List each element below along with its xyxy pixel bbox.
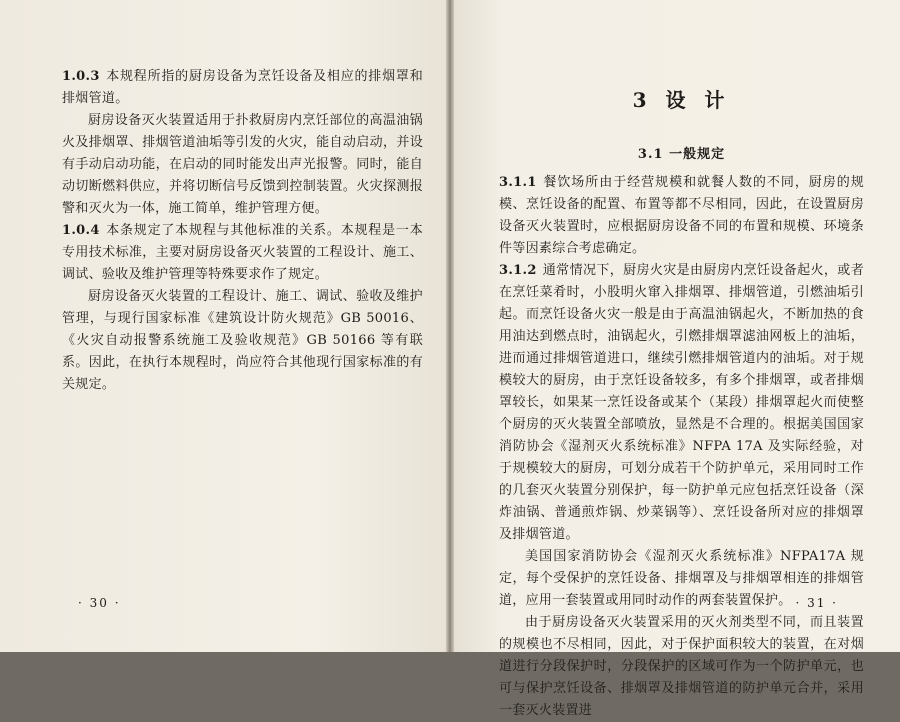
page-number: · 30 · [78, 596, 121, 610]
paragraph-1-0-4 [62, 220, 423, 286]
left-page [0, 0, 449, 652]
page-number: · 31 · [795, 596, 838, 610]
paragraph-3-1-2 [499, 260, 864, 546]
paragraph-text: 本条规定了本规程与其他标准的关系。本规程是一本专用技术标准，主要对厨房设备灭火装置的工程设计、施工、调试、验收及维护管理等特殊要求作了规定。 [62, 223, 423, 282]
paragraph-1-0-3 [62, 66, 423, 110]
clause-number: 3.1.2 [499, 263, 537, 278]
paragraph-text: 由于厨房设备灭火装置采用的灭火剂类型不同，而且装置的规模也不尽相同，因此，对于保护面积较大的装置，在对烟道进行分段保护时，分段保护的区域可作为一个防护单元，也可与保护烹饪设备、排烟罩及排烟管道的防护单元合并，采用一套灭火装置进 [499, 615, 864, 718]
paragraph-text: 通常情况下，厨房火灾是由厨房内烹饪设备起火，或者在烹饪菜肴时，小股明火窜入排烟罩、排烟管道，引燃油垢引起。而烹饪设备火灾一般是由于高温油锅起火，不断加热的食用油达到燃点时，油锅起火，引燃排烟罩滤油网板上的油垢，进而通过排烟管道进口，继续引燃排烟管道内的油垢。对于规模较大的厨房，由于烹饪设备较多，有多个排烟罩，或者排烟罩较长，如果某一烹饪设备或某个（某段）排烟罩起火而使整个厨房的灭火装置全部喷放，显然是不合理的。根据美国国家消防协会《湿剂灭火系统标准》NFPA 17A 及实际经验，对于规模较大的厨房，可划分成若干个防护单元，采用同时工作的几套灭火装置分别保护，每一防护单元应包括烹饪设备（深炸油锅、普通煎炸锅、炒菜锅等）、烹饪设备所对应的排烟罩及排烟管道。 [499, 263, 864, 542]
clause-number: 3.1.1 [499, 175, 537, 190]
right-page [449, 0, 900, 718]
clause-number: 1.0.4 [62, 223, 100, 238]
paragraph-text: 厨房设备灭火装置的工程设计、施工、调试、验收及维护管理，与现行国家标准《建筑设计防火规范》GB 50016、《火灾自动报警系统施工及验收规范》GB 50166 等有联系。因此，在执行本规程时，尚应符合其他现行国家标准的有关规定。 [62, 289, 423, 392]
paragraph-body [62, 110, 423, 220]
paragraph-body [499, 612, 864, 722]
section-title: 3.1 一般规定 [637, 147, 726, 162]
clause-number: 1.0.3 [62, 69, 100, 84]
paragraph-text: 厨房设备灭火装置适用于扑救厨房内烹饪部位的高温油锅火及排烟罩、排烟管道油垢等引发的火灾，能自动启动，并设有手动启动功能，在启动的同时能发出声光报警。同时，能自动切断燃料供应，并将切断信号反馈到控制装置。火灾探测报警和灭火为一体，施工简单，维护管理方便。 [62, 113, 423, 216]
paragraph-3-1-1 [499, 172, 864, 260]
paragraph-body [62, 286, 423, 396]
paragraph-text: 美国国家消防协会《湿剂灭火系统标准》NFPA17A 规定，每个受保护的烹饪设备、排烟罩及与排烟罩相连的排烟管道，应用一套装置或用同时动作的两套装置保护。 [499, 549, 864, 608]
paragraph-text: 本规程所指的厨房设备为烹饪设备及相应的排烟罩和排烟管道。 [62, 69, 423, 106]
book-gutter [446, 0, 454, 652]
paragraph-text: 餐饮场所由于经营规模和就餐人数的不同，厨房的规模、烹饪设备的配置、布置等都不尽相同，因此，在设置厨房设备灭火装置时，应根据厨房设备不同的布置和规模、环境条件等因素综合考虑确定。 [499, 175, 864, 256]
chapter-title: 3 设 计 [632, 88, 731, 112]
